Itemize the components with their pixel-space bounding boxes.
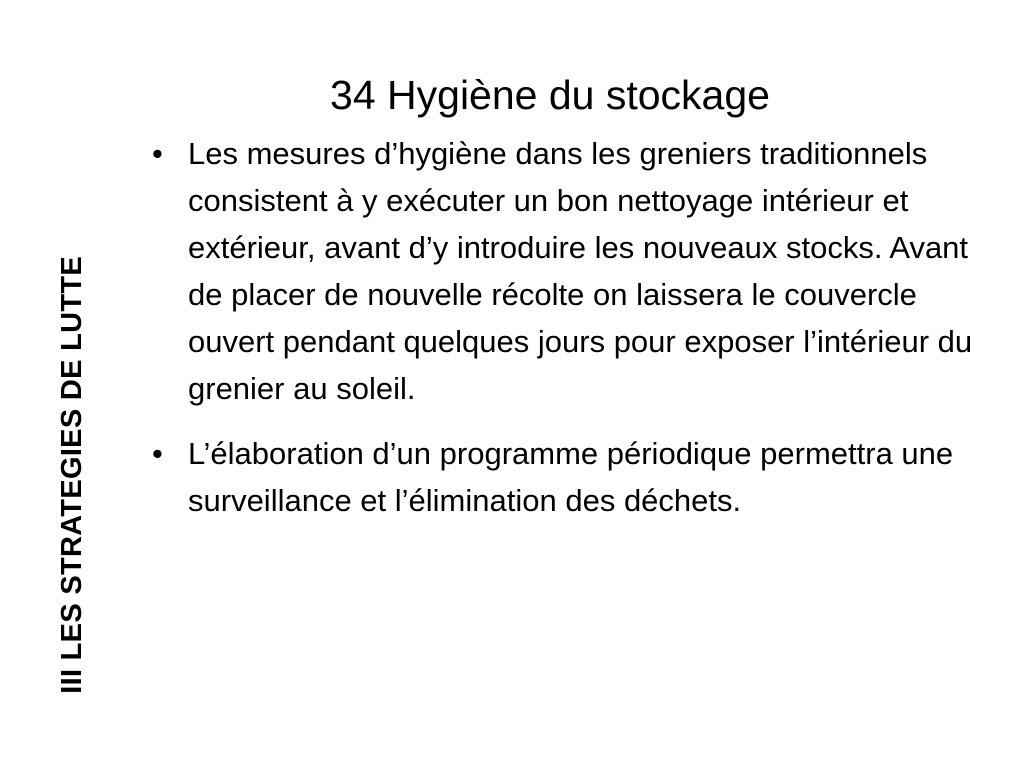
list-item <box>152 430 974 524</box>
vertical-section-label-text: III LES STRATEGIES DE LUTTE <box>55 256 88 694</box>
bullet-icon: • <box>152 436 163 471</box>
slide-body <box>152 130 974 542</box>
vertical-section-label <box>42 230 102 720</box>
list-item-text: L’élaboration d’un programme périodique permettra une surveillance et l’élimination des déchets. <box>188 436 954 518</box>
list-item <box>152 130 974 412</box>
page-title: 34 Hygiène du stockage <box>330 72 770 119</box>
list-item-text: Les mesures d’hygiène dans les greniers traditionnels consistent à y exécuter un bon nettoyage intérieur et extérieur, avant d’y introduire les nouveaux stocks. Avant de placer de nouvelle récolte on laissera le couvercle ouvert pendant quelques jours pour exposer l’intérieur du grenier au soleil. <box>188 136 973 406</box>
bullet-icon: • <box>152 136 163 171</box>
